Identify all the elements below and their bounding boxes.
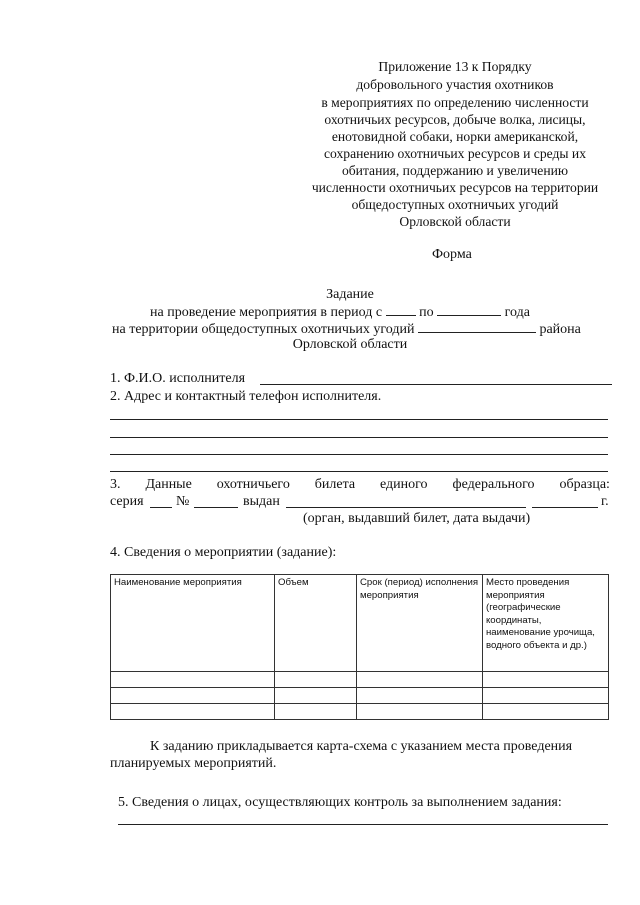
document-title: Задание — [326, 287, 374, 302]
header-line: обитания, поддержанию и увеличению — [341, 163, 569, 178]
ticket-issuer-field[interactable] — [286, 507, 526, 508]
ticket-word: 3. — [110, 477, 121, 492]
ticket-number-field[interactable] — [194, 507, 238, 508]
header-line: общедоступных охотничьих угодий — [351, 197, 559, 212]
territory-line — [112, 320, 581, 338]
executor-name-label: 1. Ф.И.О. исполнителя — [110, 371, 246, 386]
ticket-series-field[interactable] — [150, 507, 172, 508]
table-cell[interactable] — [483, 688, 609, 704]
address-field[interactable] — [110, 419, 608, 420]
district-field[interactable] — [418, 320, 536, 333]
table-cell[interactable] — [111, 704, 275, 720]
ticket-word: образца: — [559, 477, 610, 492]
ticket-word: билета — [314, 477, 356, 492]
header-line: добровольного участия охотников — [356, 77, 554, 92]
territory-text: на территории общедоступных охотничьих угодий — [112, 322, 415, 337]
table-cell[interactable] — [111, 672, 275, 688]
table-header-cell: Объем — [275, 575, 357, 672]
ticket-word: охотничьего — [216, 477, 290, 492]
address-field[interactable] — [110, 437, 608, 438]
table-cell[interactable] — [275, 688, 357, 704]
form-label: Форма — [432, 247, 472, 262]
table-row — [111, 688, 609, 704]
table-cell[interactable] — [275, 672, 357, 688]
event-table — [110, 574, 609, 720]
address-field[interactable] — [110, 454, 608, 455]
table-row — [111, 704, 609, 720]
supervisors-field[interactable] — [118, 824, 608, 825]
period-text: на проведение мероприятия в период с — [150, 305, 383, 320]
attachment-note-line2: планируемых мероприятий. — [110, 756, 277, 771]
period-to-field[interactable] — [437, 303, 501, 316]
ticket-word: единого — [380, 477, 428, 492]
table-cell[interactable] — [357, 704, 483, 720]
period-to-label: по — [419, 305, 434, 320]
region-line: Орловской области — [292, 337, 408, 352]
table-header-cell: Срок (период) исполнения мероприятия — [357, 575, 483, 672]
table-cell[interactable] — [483, 704, 609, 720]
ticket-issued-label: выдан — [243, 494, 280, 509]
header-line: численности охотничьих ресурсов на территории — [311, 180, 599, 195]
supervisors-label: 5. Сведения о лицах, осуществляющих контроль за выполнением задания: — [118, 795, 562, 810]
table-cell[interactable] — [357, 672, 483, 688]
address-field[interactable] — [110, 471, 608, 472]
header-line: Приложение 13 к Порядку — [378, 59, 532, 74]
table-header-row — [111, 575, 609, 672]
period-from-field[interactable] — [386, 303, 416, 316]
ticket-word: федерального — [452, 477, 535, 492]
district-label: района — [539, 322, 581, 337]
table-row — [111, 672, 609, 688]
table-header-cell: Место проведения мероприятия (географические координаты, наименование урочища, водного объекта и др.) — [483, 575, 609, 672]
table-cell[interactable] — [111, 688, 275, 704]
hunting-ticket-line — [110, 477, 610, 493]
event-info-label: 4. Сведения о мероприятии (задание): — [110, 545, 337, 560]
table-cell[interactable] — [483, 672, 609, 688]
period-line — [150, 303, 530, 321]
table-header-cell: Наименование мероприятия — [111, 575, 275, 672]
ticket-word: Данные — [145, 477, 192, 492]
header-line: сохранению охотничьих ресурсов и среды их — [323, 146, 587, 161]
header-line: охотничьих ресурсов, добыче волка, лисицы, — [324, 112, 586, 127]
attachment-note-line1: К заданию прикладывается карта-схема с указанием места проведения — [150, 739, 573, 754]
address-label: 2. Адрес и контактный телефон исполнителя. — [110, 389, 382, 404]
ticket-number-label: № — [176, 494, 190, 509]
year-label: года — [504, 305, 530, 320]
ticket-caption: (орган, выдавший билет, дата выдачи) — [303, 511, 531, 526]
table-cell[interactable] — [275, 704, 357, 720]
header-line: в мероприятиях по определению численности — [321, 95, 589, 110]
executor-name-field[interactable] — [260, 384, 612, 385]
ticket-date-field[interactable] — [532, 507, 598, 508]
header-line: енотовидной собаки, норки американской, — [331, 129, 579, 144]
table-cell[interactable] — [357, 688, 483, 704]
ticket-series-label: серия — [110, 494, 144, 509]
header-line: Орловской области — [399, 214, 511, 229]
ticket-year-suffix: г. — [601, 494, 609, 509]
